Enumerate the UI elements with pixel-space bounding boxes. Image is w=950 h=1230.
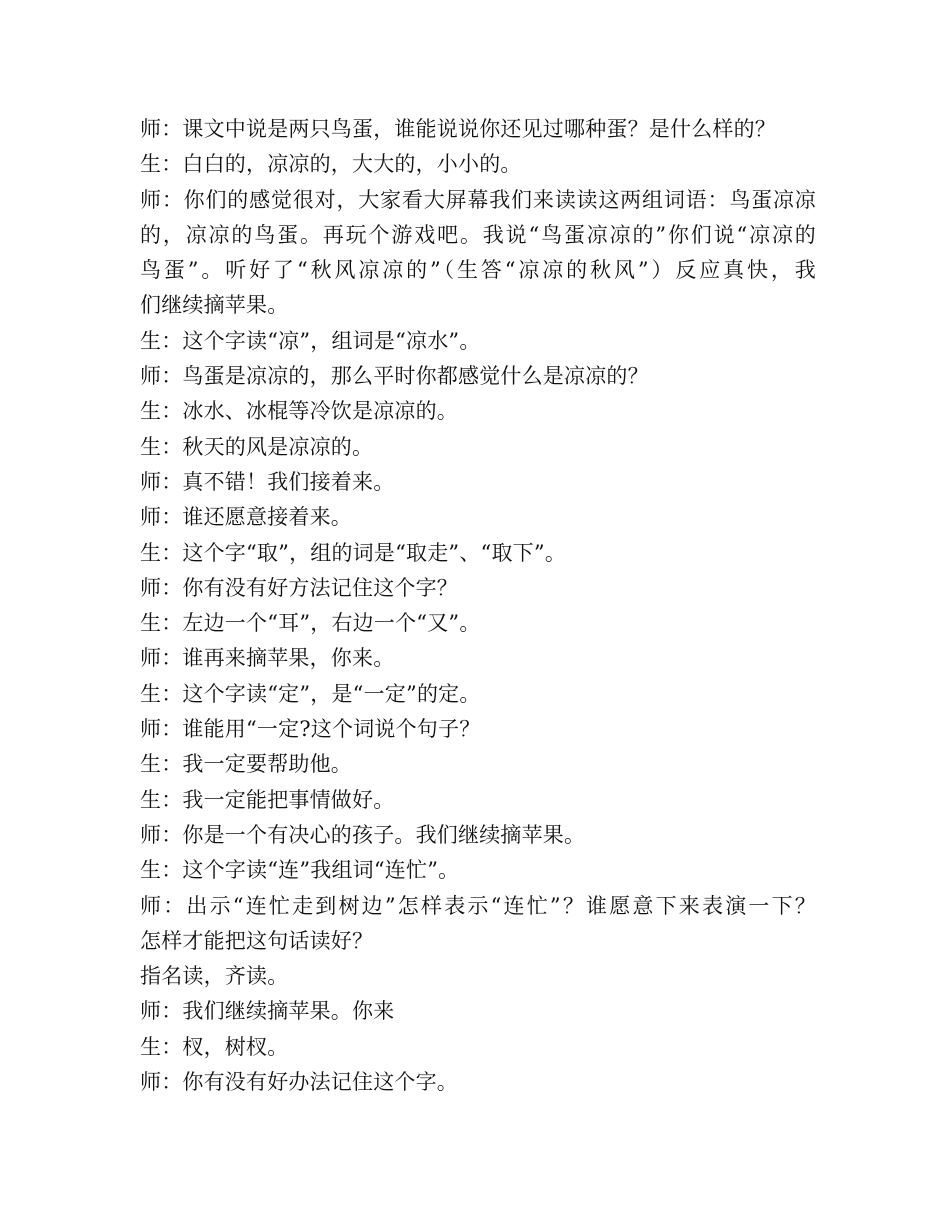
text-line: 生：这个字“取”，组的词是“取走”、“取下”。 [140,540,567,565]
text-line: 生：这个字读“凉”，组词是“凉水”。 [140,328,481,353]
text-line: 师：课文中说是两只鸟蛋，谁能说说你还见过哪种蛋？是什么样的？ [140,117,776,141]
text-line: 生：秋天的风是凉凉的。 [140,434,374,459]
text-line: 生：我一定要帮助他。 [140,752,352,777]
dialogue-text [140,112,816,1100]
text-line: 师：出示“连忙走到树边”怎样表示“连忙”？谁愿意下来表演一下？ [140,893,816,918]
text-line: 生：冰水、冰棍等冷饮是凉凉的。 [140,399,458,424]
text-line: 师：你们的感觉很对，大家看大屏幕我们来读读这两组词语：鸟蛋凉凉 [140,187,816,212]
text-line: 生：杈，树杈。 [140,1034,289,1059]
text-line: 鸟蛋”。听好了“秋风凉凉的”（生答“凉凉的秋风”）反应真快，我 [140,258,816,283]
text-line: 师：谁还愿意接着来。 [140,505,352,530]
text-line: 师：你是一个有决心的孩子。我们继续摘苹果。 [140,822,586,847]
text-line: 怎样才能把这句话读好？ [140,928,374,953]
text-line: 生：左边一个“耳”，右边一个“又”。 [140,611,481,636]
text-line: 师：谁能用“一定?这个词说个句子？ [140,717,481,742]
text-line: 师：真不错！我们接着来。 [140,469,395,494]
text-line: 师：我们继续摘苹果。你来 [140,999,395,1024]
text-line: 指名读，齐读。 [140,964,289,989]
text-line: 们继续摘苹果。 [140,293,289,318]
text-line: 的，凉凉的鸟蛋。再玩个游戏吧。我说“鸟蛋凉凉的”你们说“凉凉的 [140,222,816,247]
text-line: 师：谁再来摘苹果，你来。 [140,646,395,671]
text-line: 生：这个字读“连”我组词“连忙”。 [140,858,460,883]
text-line: 师：鸟蛋是凉凉的，那么平时你都感觉什么是凉凉的？ [140,364,649,389]
text-line: 师：你有没有好方法记住这个字？ [140,575,458,600]
text-line: 生：白白的，凉凉的，大大的，小小的。 [140,152,522,177]
text-line: 生：这个字读“定”，是“一定”的定。 [140,681,481,706]
text-line: 师：你有没有好办法记住这个字。 [140,1070,458,1095]
text-line: 生：我一定能把事情做好。 [140,787,395,812]
